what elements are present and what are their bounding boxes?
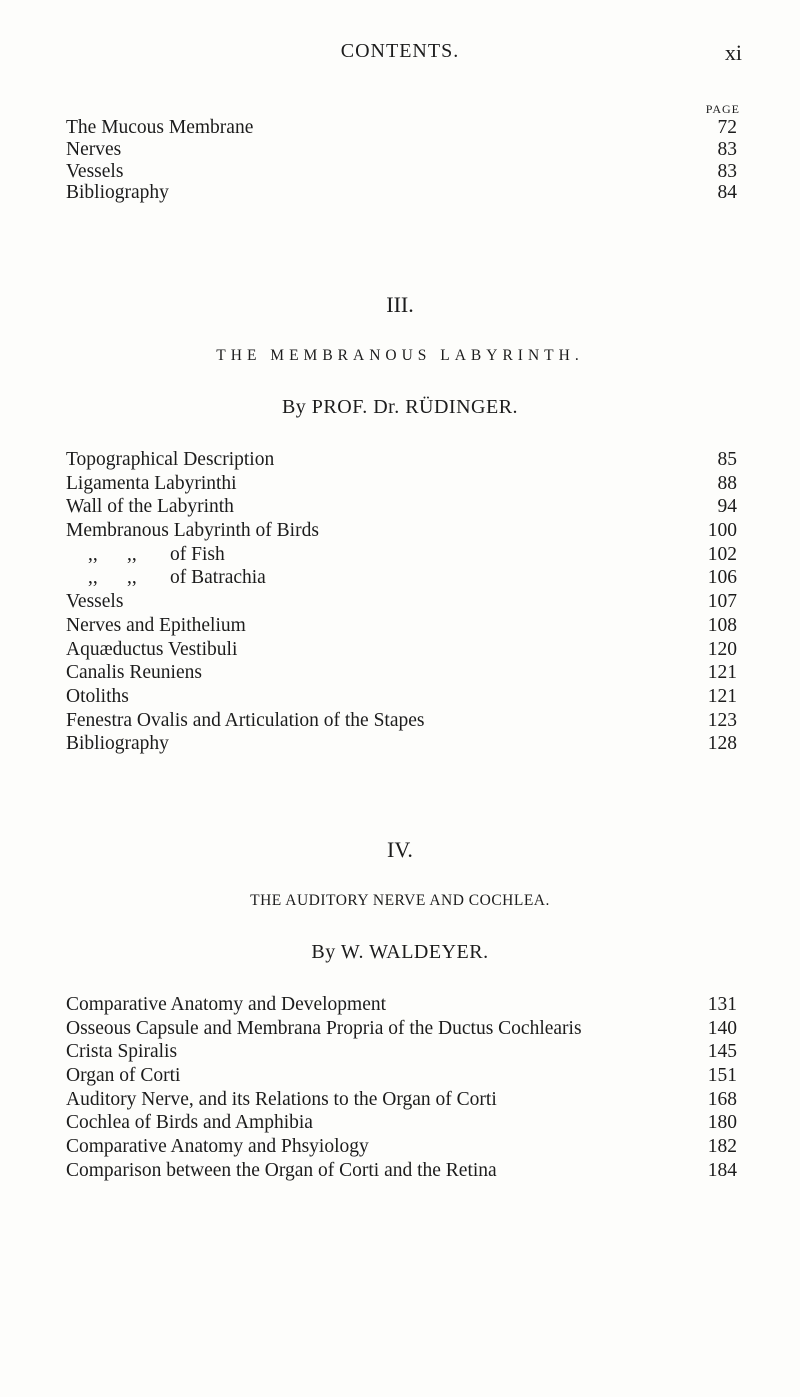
toc-entry — [66, 638, 737, 662]
toc-entry-page: 184 — [704, 1159, 737, 1183]
toc-entry — [66, 519, 737, 543]
toc-entry — [66, 566, 737, 590]
toc-block-section-iii — [66, 448, 737, 756]
author-by: By — [281, 396, 307, 418]
toc-entry-page: 140 — [704, 1017, 737, 1041]
toc-entry-page: 120 — [704, 638, 737, 662]
toc-entry-page: 131 — [704, 993, 737, 1017]
toc-entry — [66, 1135, 737, 1159]
toc-entry-title: Comparison between the Organ of Corti and the Retina — [66, 1159, 503, 1183]
toc-entry-page: 85 — [714, 448, 738, 472]
toc-entry — [66, 1088, 737, 1112]
toc-entry-page: 106 — [704, 566, 737, 590]
toc-entry-title: Ligamenta Labyrinthi — [66, 472, 243, 496]
toc-entry — [66, 614, 737, 638]
section-author — [0, 396, 800, 419]
toc-entry — [66, 117, 737, 139]
toc-entry-page: 83 — [714, 161, 738, 183]
toc-entry-title: Organ of Corti — [66, 1064, 186, 1088]
toc-entry-page: 100 — [704, 519, 737, 543]
toc-entry — [66, 1064, 737, 1088]
toc-entry-title: The Mucous Membrane — [66, 117, 259, 139]
toc-entry — [66, 543, 737, 567]
toc-entry-page: 107 — [704, 590, 737, 614]
section-title: THE AUDITORY NERVE AND COCHLEA. — [250, 892, 550, 909]
ditto-marks: ,, ,, — [88, 567, 137, 589]
toc-entry-title: Bibliography — [66, 182, 175, 204]
toc-entry-title: Comparative Anatomy and Phsyiology — [66, 1135, 375, 1159]
toc-entry-page: 151 — [704, 1064, 737, 1088]
toc-entry-subtitle: of Batrachia — [170, 567, 266, 589]
toc-entry-subtitle: of Fish — [170, 543, 225, 565]
toc-entry-page: 182 — [704, 1135, 737, 1159]
toc-entry-page: 102 — [704, 543, 737, 567]
page-column-heading: PAGE — [705, 102, 740, 116]
toc-entry-title: Auditory Nerve, and its Relations to the Organ of Corti — [66, 1088, 503, 1112]
toc-entry-title: Cochlea of Birds and Amphibia — [66, 1111, 319, 1135]
toc-block-section-iv — [66, 993, 737, 1183]
toc-entry — [66, 472, 737, 496]
toc-block-preceding — [66, 117, 737, 204]
toc-entry-page: 121 — [704, 661, 737, 685]
running-head — [0, 40, 800, 70]
author-by: By — [311, 941, 336, 963]
toc-entry-title: Membranous Labyrinth of Birds — [66, 519, 325, 543]
toc-entry-page: 72 — [714, 117, 738, 139]
toc-entry-title: Nerves — [66, 139, 127, 161]
toc-entry-page: 180 — [704, 1111, 737, 1135]
toc-entry — [66, 1111, 737, 1135]
toc-entry-page: 83 — [714, 139, 738, 161]
toc-entry-title: Bibliography — [66, 732, 175, 756]
toc-entry-title — [66, 566, 272, 590]
toc-entry-title: Fenestra Ovalis and Articulation of the Stapes — [66, 709, 431, 733]
toc-entry-page: 168 — [704, 1088, 737, 1112]
toc-entry-page: 84 — [714, 182, 738, 204]
toc-entry — [66, 590, 737, 614]
toc-entry — [66, 661, 737, 685]
toc-entry-page: 108 — [704, 614, 737, 638]
toc-entry-title: Canalis Reuniens — [66, 661, 208, 685]
toc-entry-title: Vessels — [66, 161, 129, 183]
toc-entry-title: Otoliths — [66, 685, 135, 709]
toc-entry — [66, 732, 737, 756]
toc-entry — [66, 182, 737, 204]
toc-entry — [66, 1040, 737, 1064]
author-name: PROF. Dr. RÜDINGER. — [311, 396, 519, 418]
toc-entry-title: Comparative Anatomy and Development — [66, 993, 392, 1017]
toc-entry-title: Vessels — [66, 590, 129, 614]
toc-entry — [66, 448, 737, 472]
author-name: W. WALDEYER. — [340, 941, 489, 963]
section-numeral: IV. — [387, 837, 413, 862]
toc-entry-title: Aquæductus Vestibuli — [66, 638, 243, 662]
section-title: THE MEMBRANOUS LABYRINTH. — [216, 347, 584, 364]
running-title: CONTENTS. — [340, 40, 460, 62]
toc-entry-page: 123 — [704, 709, 737, 733]
toc-entry-page: 88 — [714, 472, 738, 496]
page-folio: xi — [724, 40, 742, 65]
toc-entry — [66, 161, 737, 183]
toc-entry — [66, 709, 737, 733]
toc-entry-page: 121 — [704, 685, 737, 709]
ditto-marks: ,, ,, — [88, 543, 137, 565]
toc-entry — [66, 1017, 737, 1041]
toc-entry-title: Topographical Description — [66, 448, 280, 472]
toc-entry-page: 128 — [704, 732, 737, 756]
toc-entry — [66, 1159, 737, 1183]
toc-entry-title: Crista Spiralis — [66, 1040, 183, 1064]
toc-entry-page: 94 — [714, 495, 738, 519]
toc-entry — [66, 139, 737, 161]
section-numeral: III. — [386, 292, 414, 317]
toc-entry-title — [66, 543, 231, 567]
toc-entry-title: Osseous Capsule and Membrana Propria of the Ductus Cochlearis — [66, 1017, 588, 1041]
toc-entry-page: 145 — [704, 1040, 737, 1064]
toc-entry-title: Wall of the Labyrinth — [66, 495, 240, 519]
section-author — [0, 941, 800, 964]
toc-entry — [66, 993, 737, 1017]
toc-entry-title: Nerves and Epithelium — [66, 614, 252, 638]
toc-entry — [66, 495, 737, 519]
toc-entry — [66, 685, 737, 709]
